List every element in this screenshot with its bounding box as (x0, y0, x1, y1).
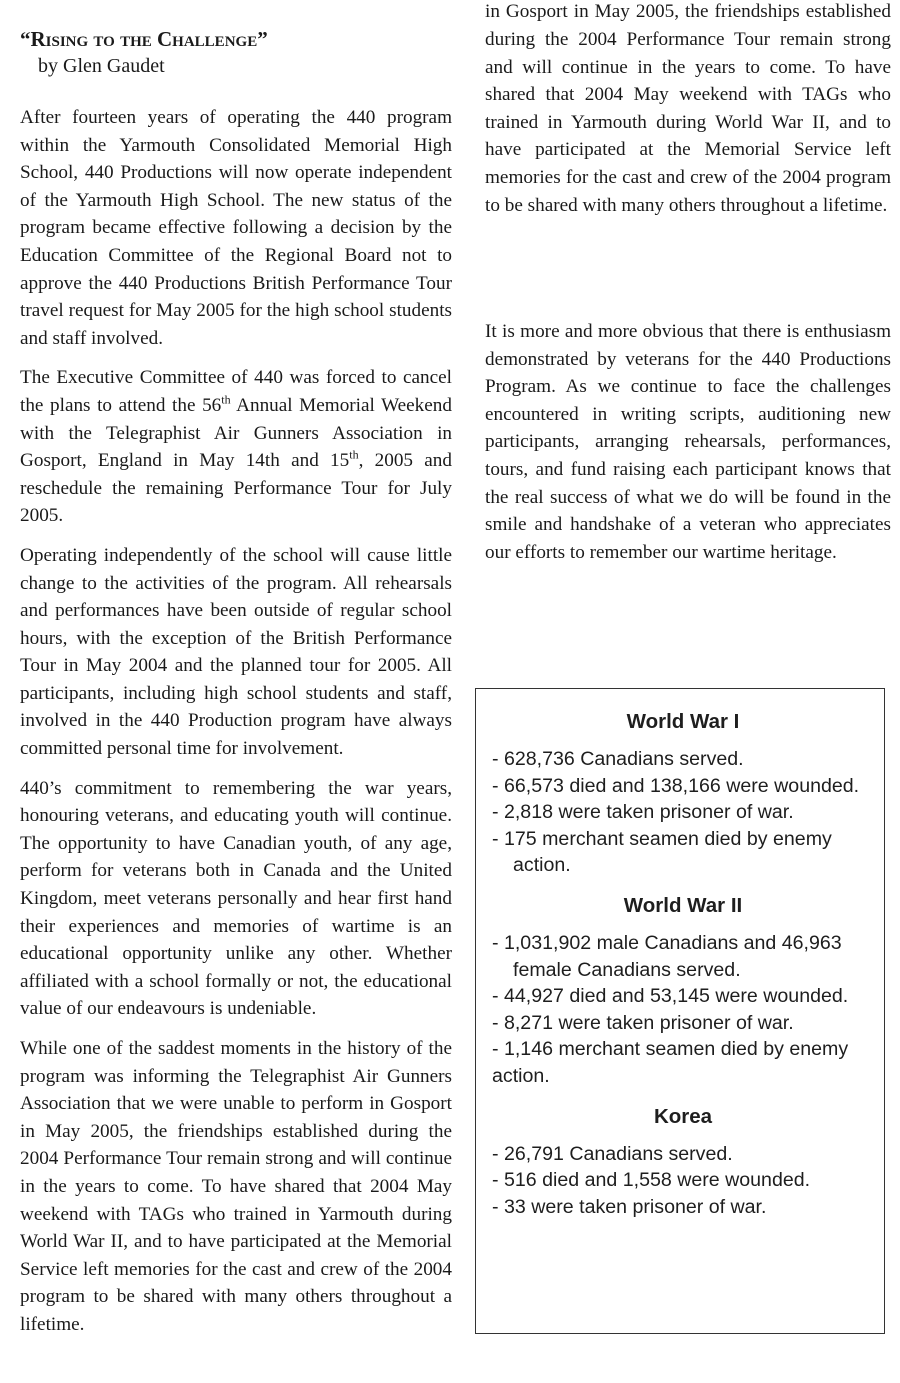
paragraph-tour-cancellation (20, 364, 452, 530)
ordinal-suffix: th (349, 447, 359, 462)
list-item: - 516 died and 1,558 were wounded. (492, 1169, 811, 1192)
ww1-heading: World War I (626, 710, 740, 733)
paragraph-saddest-moments: While one of the saddest moments in the history of the program was informing the Telegraphist Air Gunners Association that we were unable to perform in Gosport in May 2005, the friendships established during the 2004 Performance Tour remain strong and will continue in the years to come. To have shared that 2004 May weekend with TAGs who trained in Yarmouth during World War II, and to have participated at the Memorial Service left memories for the cast and crew of the 2004 program to be shared with many others throughout a lifetime. (20, 1038, 452, 1335)
list-item: - 2,818 were taken prisoner of war. (492, 801, 794, 824)
list-item: - 44,927 died and 53,145 were wounded. (492, 985, 849, 1008)
ww2-stat-list (492, 930, 874, 1090)
paragraph-saddest-moments-continued (485, 0, 891, 302)
ordinal-suffix: th (221, 392, 231, 407)
paragraph-text: The Executive Committee of 440 was forced to cancel the plans to attend the 56 (20, 367, 452, 416)
paragraph-text: Annual Memorial Weekend with the Telegraphist Air Gunners Association in Gosport, England in May 14th and 15 (20, 394, 452, 472)
war-statistics-box (475, 688, 885, 1334)
korea-stat-list (492, 1141, 874, 1221)
list-item: - 1,146 merchant seamen died by enemy action. (492, 1038, 849, 1087)
paragraph-enthusiasm: It is more and more obvious that there is enthusiasm demonstrated by veterans for the 440 Productions Program. As we continue to face the challenges encountered in writing scripts, auditioning new participants, arranging rehearsals, performances, tours, and fund raising each participant knows that the real success of what we do will be found in the smile and handshake of a veteran who appreciates our efforts to remember our wartime heritage. (485, 321, 891, 563)
list-item: - 628,736 Canadians served. (492, 748, 744, 770)
list-item: - 1,031,902 male Canadians and 46,963 female Canadians served. (492, 931, 842, 981)
article-byline: by Glen Gaudet (38, 55, 165, 77)
left-column (20, 26, 452, 1335)
right-column (485, 1, 891, 578)
paragraph-operating-independently: Operating independently of the school will cause little change to the activities of the program. All rehearsals and performances have been outside of regular school hours, with the exception of the British Performance Tour in May 2004 and the planned tour for 2005. All participants, including high school students and staff, involved in the 440 Production program have always committed personal time for involvement. (20, 544, 452, 760)
list-item: - 26,791 Canadians served. (492, 1142, 733, 1165)
paragraph-program-independence: After fourteen years of operating the 440 program within the Yarmouth Consolidated Memorial High School, 440 Productions will now operate independent of the Yarmouth High School. The new status of the program became effective following a decision by the Education Committee of the Regional Board not to approve the 440 Productions British Performance Tour travel request for May 2005 for the high school students and staff involved. (20, 107, 452, 349)
ww2-heading: World War II (623, 893, 743, 917)
list-item: - 66,573 died and 138,166 were wounded. (492, 774, 860, 797)
list-item: - 8,271 were taken prisoner of war. (492, 1011, 794, 1034)
article-title: “Rising to the Challenge” (20, 27, 268, 51)
ww1-stat-list (492, 746, 874, 879)
korea-heading: Korea (653, 1104, 713, 1128)
list-item: - 175 merchant seamen died by enemy action. (492, 827, 832, 877)
paragraph-commitment: 440’s commitment to remembering the war years, honouring veterans, and educating youth will continue. The opportunity to have Canadian youth, of any age, perform for veterans both in Canada and the United Kingdom, meet veterans personally and hear first hand their experiences and memories of wartime is an educational opportunity unlike any other. Whether affiliated with a school formally or not, the educational value of our endeavours is undeniable. (20, 777, 452, 1020)
list-item: - 33 were taken prisoner of war. (492, 1195, 767, 1218)
paragraph-continuation-text: in Gosport in May 2005, the friendships established during the 2004 Performance Tour remain strong and will continue in the years to come. To have shared that 2004 May weekend with TAGs who trained in Yarmouth during World War II, and to have participated at the Memorial Service left memories for the cast and crew of the 2004 program to be shared with many others throughout a lifetime. (485, 1, 891, 216)
paragraph-text: , 2005 and reschedule the remaining Performance Tour for July 2005. (20, 450, 452, 527)
